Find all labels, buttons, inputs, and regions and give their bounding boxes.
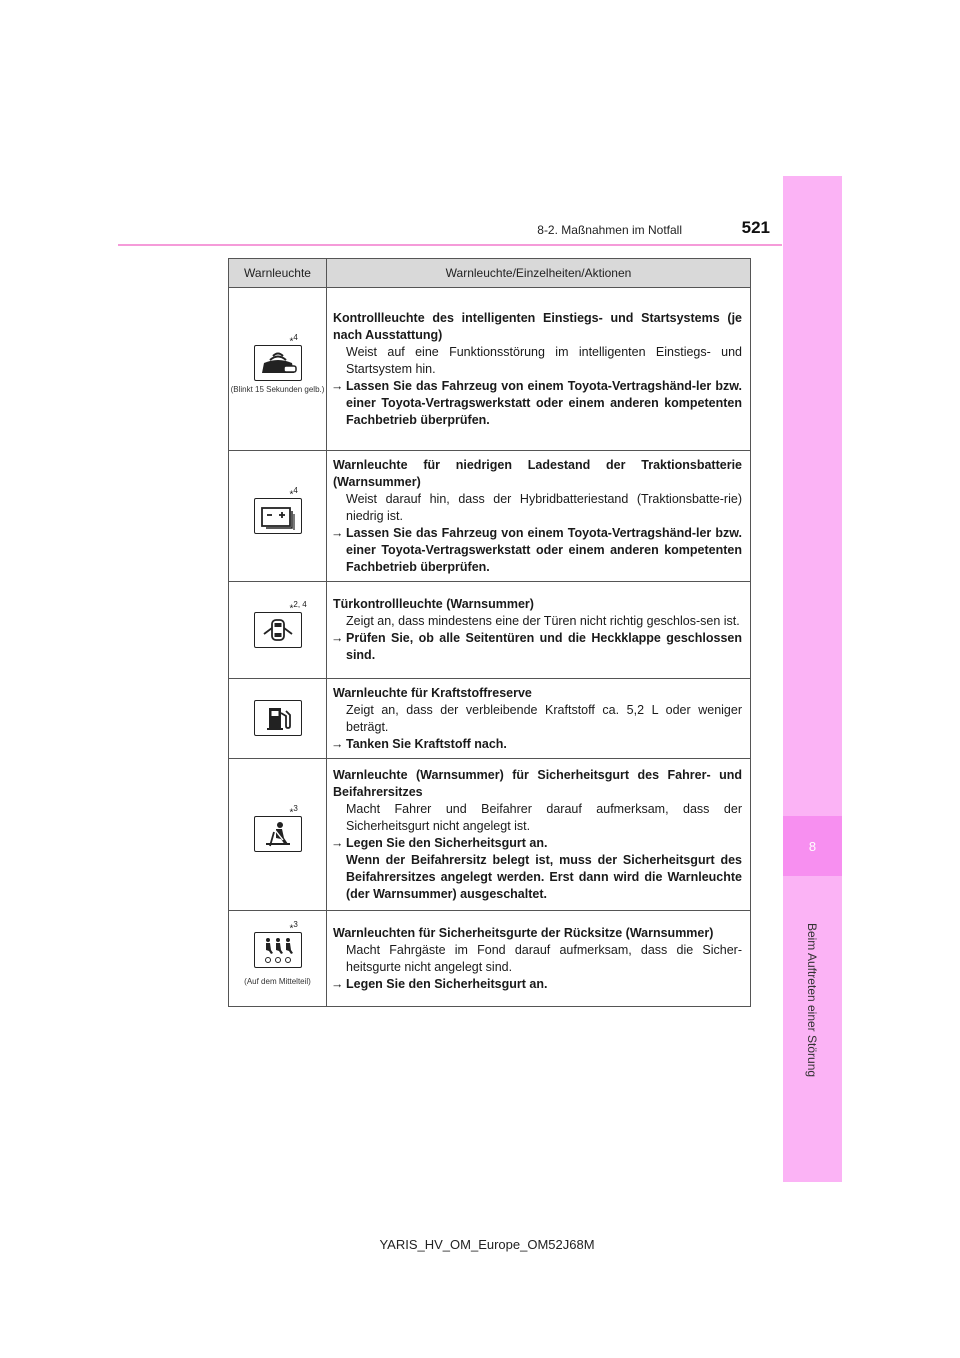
warning-description: Macht Fahrer und Beifahrer darauf aufmerksam, dass der Sicherheitsgurt nicht angelegt ist.: [346, 801, 742, 833]
warning-action: → Lassen Sie das Fahrzeug von einem Toyota-Vertragshänd-ler bzw. einer Toyota-Vertragswerkstatt oder einem anderen kompetenten Fachbetrieb überprüfen.: [331, 378, 742, 427]
table-row: [229, 679, 751, 759]
warning-action: → Tanken Sie Kraftstoff nach.: [331, 736, 507, 751]
traction-battery-icon: [254, 498, 302, 534]
warning-action: → Lassen Sie das Fahrzeug von einem Toyota-Vertragshänd-ler bzw. einer Toyota-Vertragswerkstatt oder einem anderen kompetenten Fachbetrieb überprüfen.: [331, 525, 742, 574]
section-title: 8-2. Maßnahmen im Notfall: [537, 223, 682, 237]
table-row: [229, 911, 751, 1007]
warning-title: Warnleuchte (Warnsummer) für Sicherheitsgurt des Fahrer- und Beifahrersitzes: [333, 767, 742, 799]
footnote-marker: *$^{2, 4}$: [289, 599, 307, 614]
chapter-label: Beim Auftreten einer Störung: [805, 922, 820, 1078]
footnote-marker: *$^4$: [289, 485, 298, 500]
warning-title: Warnleuchten für Sicherheitsgurte der Rücksitze (Warnsummer): [333, 925, 714, 940]
footnote-marker: *$^3$: [289, 919, 298, 934]
warning-action: → Prüfen Sie, ob alle Seitentüren und die Heckklappe geschlossen sind.: [331, 631, 742, 662]
warning-action: → Legen Sie den Sicherheitsgurt an.: [331, 835, 548, 850]
warning-action: → Legen Sie den Sicherheitsgurt an.: [331, 976, 548, 991]
fuel-pump-icon: [254, 700, 302, 736]
header-divider: [118, 244, 782, 246]
warning-title: Warnleuchte für niedrigen Ladestand der Traktionsbatterie (Warnsummer): [333, 457, 742, 489]
door-open-icon: [254, 612, 302, 648]
warning-description: Weist auf eine Funktionsstörung im intelligenten Einstiegs- und Startsystem hin.: [346, 344, 742, 376]
warning-title: Warnleuchte für Kraftstoffreserve: [333, 685, 532, 700]
warning-action-detail: Wenn der Beifahrersitz belegt ist, muss der Sicherheitsgurt des Beifahrersitzes angelegt werden. Erst dann wird die Warnleuchte (der Warnsummer) ausgeschaltet.: [346, 852, 742, 901]
table-row: [229, 451, 751, 582]
column-header-details: Warnleuchte/Einzelheiten/Aktionen: [327, 259, 751, 288]
seatbelt-icon: [254, 816, 302, 852]
warning-description: Weist darauf hin, dass der Hybridbatteriestand (Traktionsbatte-rie) niedrig ist.: [346, 491, 742, 523]
column-header-light: Warnleuchte: [229, 259, 327, 288]
table-row: [229, 288, 751, 451]
warning-title: Türkontrollleuchte (Warnsummer): [333, 597, 534, 611]
document-id: YARIS_HV_OM_Europe_OM52J68M: [379, 1237, 595, 1252]
smart-key-icon: [254, 345, 302, 381]
rear-seatbelt-icon: [254, 932, 302, 968]
warning-description: Zeigt an, dass der verbleibende Kraftstoff ca. 5,2 L oder weniger beträgt.: [346, 702, 742, 734]
warning-description: Zeigt an, dass mindestens eine der Türen nicht richtig geschlos-sen ist.: [346, 614, 740, 628]
icon-caption: (Auf dem Mittelteil): [244, 976, 311, 986]
table-row: [229, 582, 751, 679]
table-row: [229, 759, 751, 911]
chapter-number: 8: [783, 816, 842, 876]
warning-description: Macht Fahrgäste im Fond darauf aufmerksam, dass die Sicher-heitsgurte nicht angelegt sind.: [346, 942, 742, 974]
warning-title: Kontrollleuchte des intelligenten Einstiegs- und Startsystems (je nach Ausstattung): [333, 310, 742, 342]
footnote-marker: *$^3$: [289, 804, 298, 819]
icon-caption: (Blinkt 15 Sekunden gelb.): [230, 384, 325, 394]
page-number: 521: [741, 218, 770, 237]
warning-light-table: [228, 258, 751, 1007]
footnote-marker: *$^4$: [289, 332, 298, 347]
